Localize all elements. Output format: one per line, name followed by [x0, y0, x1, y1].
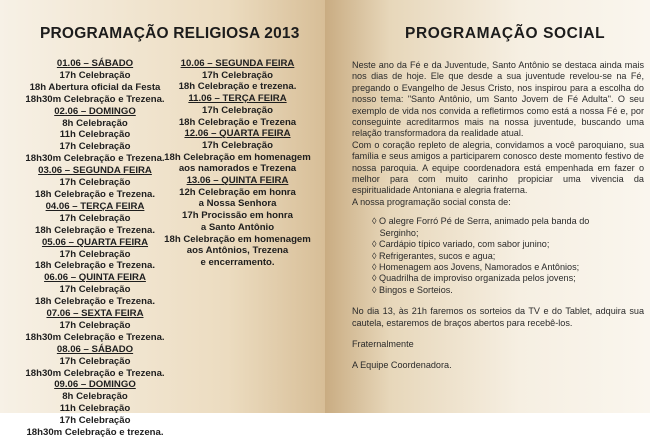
schedule-event: 17h Celebração [59, 415, 131, 427]
schedule-event: 12h Celebração em honra [179, 186, 296, 198]
schedule-event: 18h Celebração e Trezena. [35, 224, 155, 236]
social-item: ◊ Refrigerantes, sucos e agua; [372, 250, 496, 261]
schedule-day-heading: 01.06 – SÁBADO [56, 58, 134, 69]
social-item: ◊ Bingos e Sorteios. [372, 284, 453, 295]
schedule-event: 18h30m Celebração e Trezena. [25, 331, 165, 343]
schedule-event: 17h Celebração [59, 177, 131, 189]
schedule-event: 8h Celebração [62, 391, 128, 403]
social-program-title: PROGRAMAÇÃO SOCIAL [405, 25, 606, 42]
schedule-event: 17h Celebração [59, 141, 131, 153]
schedule-event: aos namorados e Trezena [178, 163, 297, 175]
schedule-day-heading: 13.06 – QUINTA FEIRA [186, 175, 289, 187]
schedule-event: 17h Celebração [59, 69, 131, 81]
schedule-column-b [155, 58, 320, 269]
social-item: ◊ O alegre Forró Pé de Serra, animado pela banda do [372, 216, 590, 227]
schedule-event: 17h Celebração [59, 284, 131, 296]
schedule-event: 8h Celebração [62, 117, 128, 129]
schedule-event: 18h30m Celebração e Trezena. [25, 367, 165, 379]
schedule-event: 18h Celebração e Trezena [178, 116, 297, 128]
schedule-day-heading: 04.06 – TERÇA FEIRA [45, 200, 145, 212]
schedule-event: 17h Celebração [59, 319, 131, 331]
schedule-event: e encerramento. [200, 256, 275, 268]
social-item: Serginho; [372, 227, 419, 238]
religious-program-title: PROGRAMAÇÃO RELIGIOSA 2013 [40, 25, 300, 42]
schedule-event: 17h Celebração [202, 139, 273, 151]
schedule-day-heading: 09.06 – DOMINGO [54, 379, 136, 391]
schedule-event: 18h Abertura oficial da Festa [29, 81, 161, 93]
schedule-event: 18h30m Celebração e Trezena. [25, 93, 165, 105]
schedule-day-heading: 10.06 – SEGUNDA FEIRA [180, 58, 295, 69]
schedule-day-heading: 02.06 – DOMINGO [54, 105, 136, 117]
intro-paragraph: Neste ano da Fé e da Juventude, Santo Antônio se destaca ainda mais nos dias de hoje. Ele que desde a sua juventude revelou-se na Fé, pregando o Evangelho de Jesus Cristo, nos inspirou para a escolha do nosso tema: "Santo Antônio, um Santo Jovem de Fé Adulta". O seu exemplo de vida nos convida a refletirmos como está a nossa Fé e, por conseguinte acreditarmos mais na nossa juventude, buscando uma relação transformadora da realidade atual. [352, 60, 644, 139]
closing-salutation: Fraternalmente [352, 338, 414, 349]
schedule-event: 17h Celebração [59, 212, 131, 224]
signature: A Equipe Coordenadora. [352, 360, 452, 371]
schedule-event: 18h Celebração e Trezena. [35, 260, 155, 272]
schedule-event: 17h Procissão em honra [182, 210, 293, 222]
schedule-event: 18h Celebração em homenagem [164, 151, 311, 163]
schedule-day-heading: 06.06 – QUINTA FEIRA [44, 272, 146, 284]
schedule-event: 18h Celebração em homenagem [164, 233, 311, 245]
raffle-paragraph: No dia 13, às 21h faremos os sorteios da TV e do Tablet, adquira sua cautela, estaremos de braços abertos para recebê-los. [352, 306, 644, 328]
schedule-event: 18h Celebração e Trezena. [35, 188, 155, 200]
program-lead-in: A nossa programação social consta de: [352, 196, 511, 207]
schedule-event: 17h Celebração [59, 248, 131, 260]
schedule-event: a Nossa Senhora [198, 198, 277, 210]
social-item: ◊ Homenagem aos Jovens, Namorados e Antônios; [372, 261, 580, 272]
schedule-event: 18h30m Celebração e Trezena. [25, 153, 165, 165]
schedule-event: aos Antônios, Trezena [186, 245, 289, 257]
schedule-event: 17h Celebração [59, 355, 131, 367]
schedule-event: a Santo Antônio [200, 221, 275, 233]
schedule-event: 17h Celebração [202, 69, 273, 81]
schedule-day-heading: 05.06 – QUARTA FEIRA [41, 236, 149, 248]
schedule-day-heading: 12.06 – QUARTA FEIRA [184, 128, 291, 140]
schedule-event: 11h Celebração [59, 403, 131, 415]
schedule-event: 18h Celebração e trezena. [178, 81, 297, 93]
social-program-text [352, 60, 644, 372]
schedule-event: 18h30m Celebração e trezena. [26, 427, 164, 439]
schedule-event: 17h Celebração [202, 104, 273, 116]
schedule-day-heading: 11.06 – TERÇA FEIRA [188, 93, 287, 105]
schedule-day-heading: 07.06 – SEXTA FEIRA [46, 308, 144, 320]
social-item: ◊ Cardápio típico variado, com sabor junino; [372, 239, 550, 250]
social-items-list [372, 216, 644, 296]
schedule-event: 11h Celebração [59, 129, 131, 141]
social-item: ◊ Quadrilha de improviso organizada pelos jovens; [372, 273, 576, 284]
schedule-day-heading: 08.06 – SÁBADO [56, 343, 134, 355]
schedule-event: 18h Celebração e Trezena. [35, 296, 155, 308]
schedule-day-heading: 03.06 – SEGUNDA FEIRA [38, 165, 152, 177]
invitation-paragraph: Com o coração repleto de alegria, convidamos a você paroquiano, sua família e seus amigos a participarem conosco deste momento festivo de nossa paroquia. A equipe coordenadora está empenhada em fazer o melhor para com muito carinho propiciar uma vivencia da espiritualidade Antoniana e alegria fraterna. [352, 139, 644, 196]
